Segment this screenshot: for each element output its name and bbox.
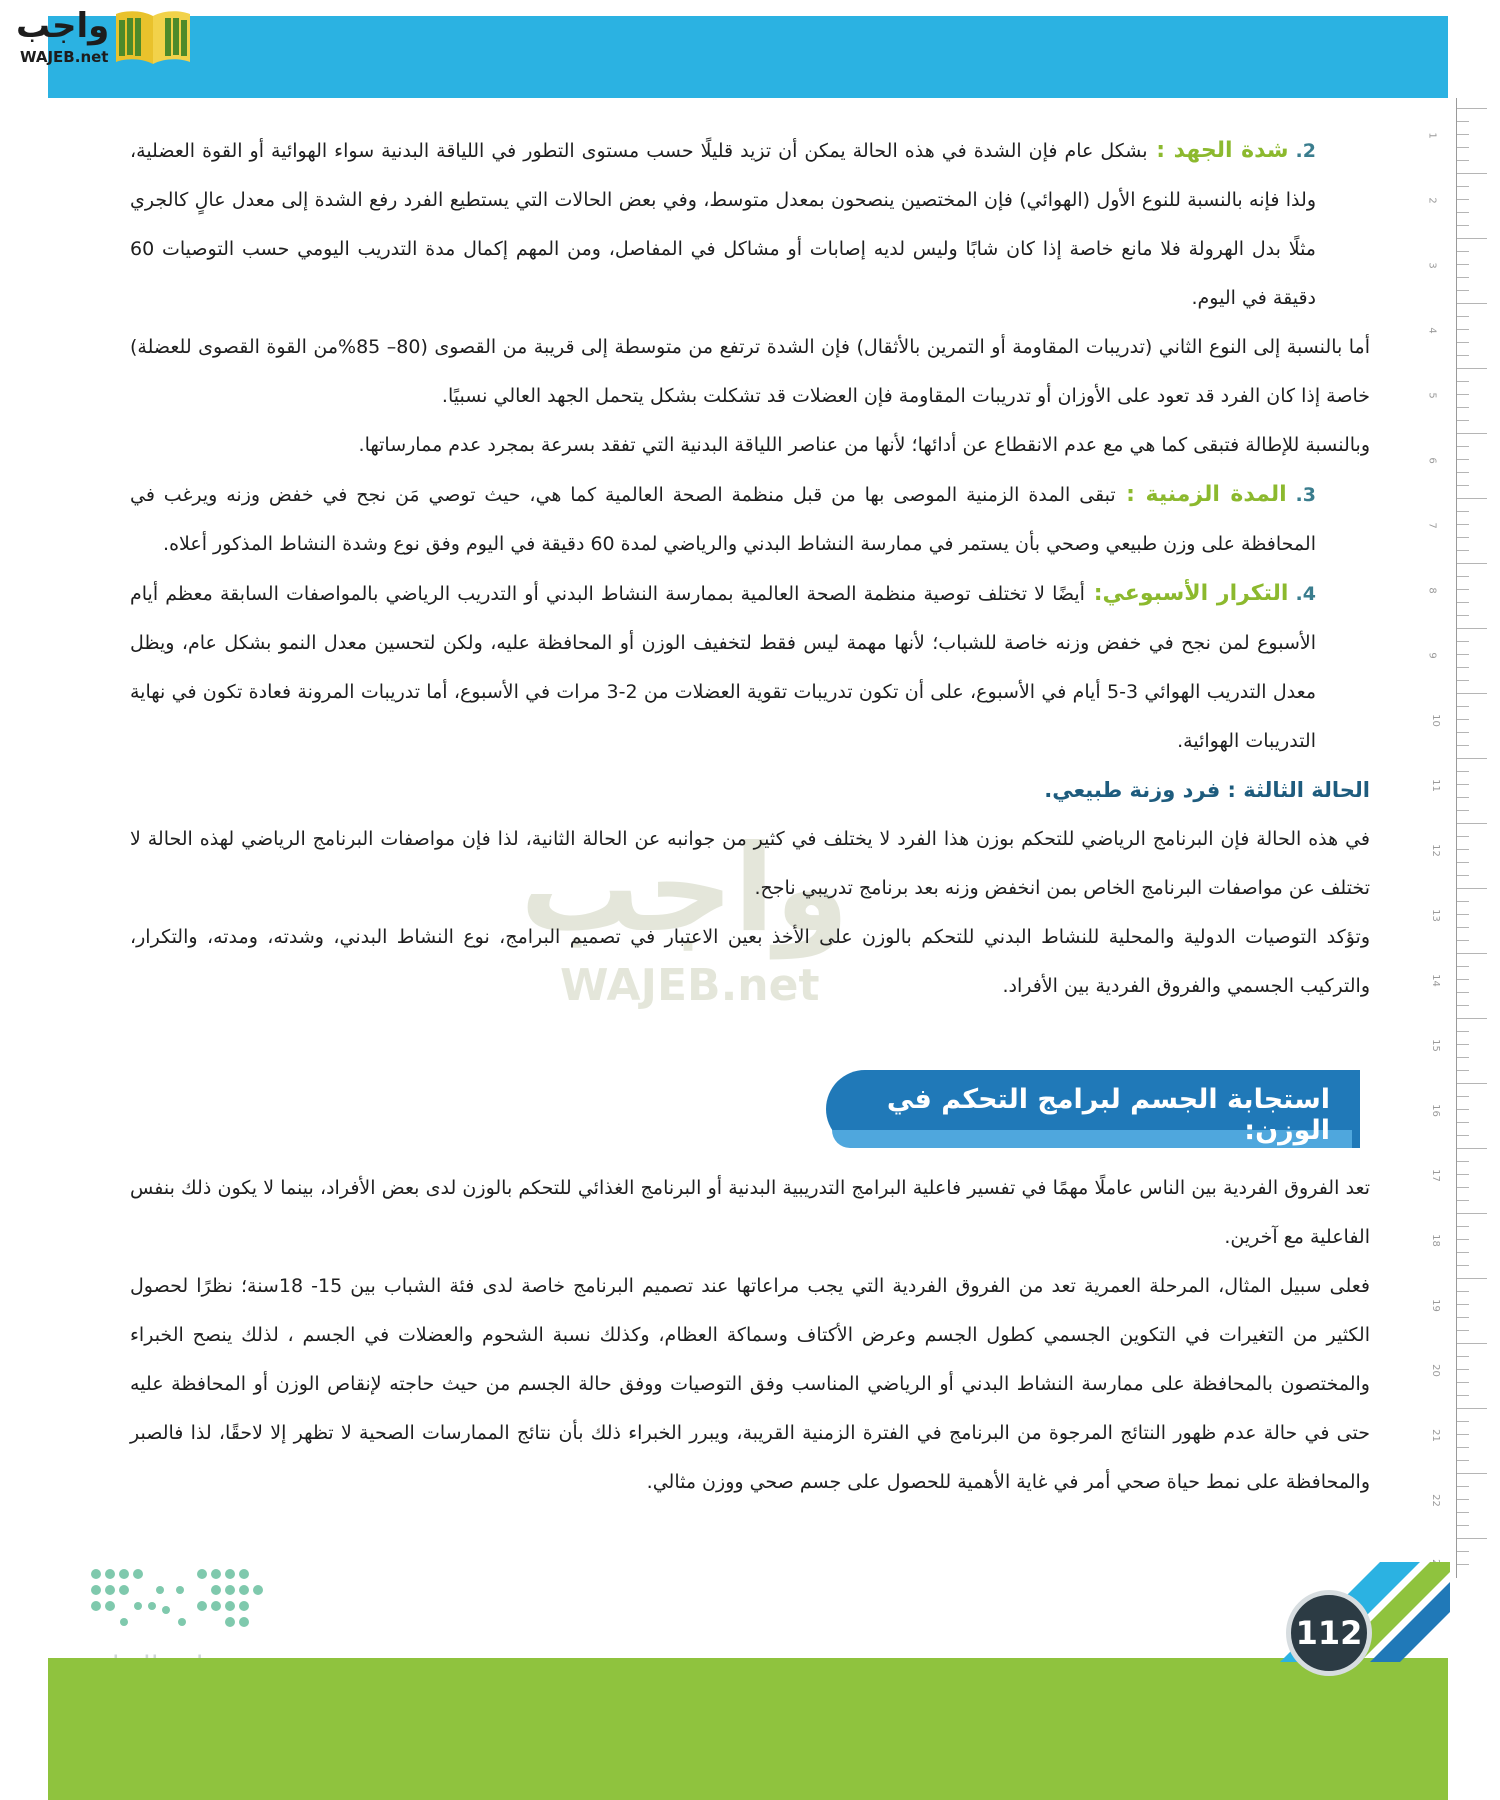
ruler-tick bbox=[1457, 1200, 1469, 1201]
ruler-tick bbox=[1457, 1317, 1469, 1318]
ruler-tick bbox=[1457, 407, 1469, 408]
ruler-number: 4 bbox=[1426, 327, 1438, 334]
item-heading: التكرار الأسبوعي bbox=[1102, 581, 1289, 606]
ruler-number: 6 bbox=[1426, 457, 1438, 464]
ruler-tick bbox=[1457, 836, 1469, 837]
ruler-number: 15 bbox=[1429, 1039, 1441, 1052]
ruler-tick bbox=[1457, 1213, 1487, 1214]
ruler-number: 7 bbox=[1426, 522, 1438, 529]
ruler-tick bbox=[1457, 1278, 1487, 1279]
item-number: 3. bbox=[1295, 484, 1316, 506]
ruler-tick bbox=[1457, 719, 1469, 720]
ruler-tick bbox=[1457, 810, 1469, 811]
ruler-tick bbox=[1457, 446, 1469, 447]
wajeb-logo bbox=[8, 6, 198, 70]
ruler-tick bbox=[1457, 784, 1469, 785]
ruler-number: 2 bbox=[1426, 197, 1438, 204]
stretching-paragraph: وبالنسبة للإطالة فتبقى كما هي مع عدم الانقطاع عن أدائها؛ لأنها من عناصر اللياقة البدنية التي تفقد بسرعة بمجرد عدم ممارساتها. bbox=[358, 434, 1370, 456]
item-number: 2. bbox=[1295, 140, 1316, 162]
ruler-tick bbox=[1457, 1265, 1469, 1266]
section-paragraph-2: فعلى سبيل المثال، المرحلة العمرية تعد من الفروق الفردية التي يجب مراعاتها عند تصميم البرنامج خاصة لدى فئة الشباب بين 15- 18سنة؛ نظرًا لحصول الكثير من التغيرات في التكوين الجسمي كطول الجسم وعرض الأكتاف وسماكة العظام، وكذلك نسبة الشحوم والعضلات في الجسم ، لذلك ينصح الخبراء والمختصون بالمحافظة على ممارسة النشاط البدني أو الرياضي المناسب وفق التوصيات ووفق حالة الجسم من حيث حاجته لإنقاص الوزن أو المحافظة عليه حتى في حالة عدم ظهور النتائج المرجوة من البرنامج في الفترة الزمنية القريبة، ويبرر الخبراء ذلك بأن نتائج الممارسات الصحية لا تظهر إلا لاحقًا، لذا فالصبر والمحافظة على نمط حياة صحي أمر في غاية الأهمية للحصول على جسم صحي ووزن مثالي. bbox=[130, 1275, 1370, 1493]
ruler-tick bbox=[1457, 680, 1469, 681]
ruler-tick bbox=[1457, 914, 1469, 915]
ruler-tick bbox=[1457, 1538, 1487, 1539]
ruler-tick bbox=[1457, 979, 1469, 980]
item-separator: : bbox=[1147, 138, 1174, 163]
ruler-tick bbox=[1457, 472, 1469, 473]
ruler-tick bbox=[1457, 199, 1469, 200]
ruler-tick bbox=[1457, 797, 1469, 798]
ruler-tick bbox=[1457, 953, 1487, 954]
section-heading-banner bbox=[826, 1070, 1360, 1148]
ruler-tick bbox=[1457, 1109, 1469, 1110]
ruler-tick bbox=[1457, 1395, 1469, 1396]
ruler-number: 22 bbox=[1429, 1494, 1441, 1507]
book-icon bbox=[112, 8, 194, 66]
ruler-tick bbox=[1457, 173, 1487, 174]
ruler-tick bbox=[1457, 1486, 1469, 1487]
ruler-tick bbox=[1457, 1135, 1469, 1136]
ruler-tick bbox=[1457, 1161, 1469, 1162]
ruler-number: 3 bbox=[1426, 262, 1438, 269]
ruler-tick bbox=[1457, 290, 1469, 291]
ruler-tick bbox=[1457, 1005, 1469, 1006]
top-header-band bbox=[48, 16, 1448, 98]
ruler-tick bbox=[1457, 641, 1469, 642]
center-watermark-latin: WAJEB.net bbox=[560, 960, 820, 1011]
ruler-tick bbox=[1457, 459, 1469, 460]
ruler-tick bbox=[1457, 927, 1469, 928]
main-content bbox=[130, 126, 1370, 1011]
ruler-tick bbox=[1457, 1148, 1487, 1149]
ruler-tick bbox=[1457, 1122, 1469, 1123]
wajeb-logo-arabic: واجب bbox=[16, 6, 110, 46]
ruler-number: 17 bbox=[1429, 1169, 1441, 1182]
ruler-tick bbox=[1457, 1226, 1469, 1227]
ruler-tick bbox=[1457, 277, 1469, 278]
ruler-tick bbox=[1457, 732, 1469, 733]
ruler-tick bbox=[1457, 1187, 1469, 1188]
ruler-number: 13 bbox=[1429, 909, 1441, 922]
item-3-paragraph bbox=[130, 470, 1370, 569]
item-separator: : bbox=[1084, 581, 1103, 606]
ruler-tick bbox=[1457, 589, 1469, 590]
ruler-tick bbox=[1457, 1499, 1469, 1500]
bottom-footer-band bbox=[48, 1658, 1448, 1800]
ruler-tick bbox=[1457, 121, 1469, 122]
ruler-tick bbox=[1457, 251, 1469, 252]
ruler-tick bbox=[1457, 108, 1487, 109]
ruler-tick bbox=[1457, 1304, 1469, 1305]
ruler-tick bbox=[1457, 420, 1469, 421]
ruler-number: 14 bbox=[1429, 974, 1441, 987]
ruler-tick bbox=[1457, 1174, 1469, 1175]
ruler-tick bbox=[1457, 1512, 1469, 1513]
ruler-number: 21 bbox=[1429, 1429, 1441, 1442]
ruler-tick bbox=[1457, 1525, 1469, 1526]
ruler-tick bbox=[1457, 511, 1469, 512]
ruler-tick bbox=[1457, 1434, 1469, 1435]
ruler-tick bbox=[1457, 758, 1487, 759]
ruler-tick bbox=[1457, 1070, 1469, 1071]
ruler-tick bbox=[1457, 745, 1469, 746]
ruler-tick bbox=[1457, 329, 1469, 330]
ruler-tick bbox=[1457, 862, 1469, 863]
item-4-paragraph bbox=[130, 569, 1370, 766]
ruler-tick bbox=[1457, 576, 1469, 577]
ruler-tick bbox=[1457, 303, 1487, 304]
item-heading: المدة الزمنية bbox=[1145, 482, 1287, 507]
ruler-tick bbox=[1457, 849, 1469, 850]
ruler-tick bbox=[1457, 966, 1469, 967]
ruler-tick bbox=[1457, 940, 1469, 941]
ruler-tick bbox=[1457, 225, 1469, 226]
ruler-tick bbox=[1457, 901, 1469, 902]
ruler-tick bbox=[1457, 667, 1469, 668]
ruler-tick bbox=[1457, 1018, 1487, 1019]
ministry-logo-icon bbox=[82, 1560, 272, 1650]
ruler-tick bbox=[1457, 342, 1469, 343]
ruler-tick bbox=[1457, 160, 1469, 161]
ruler-tick bbox=[1457, 316, 1469, 317]
ruler-tick bbox=[1457, 615, 1469, 616]
ruler-tick bbox=[1457, 264, 1469, 265]
item-separator: : bbox=[1115, 482, 1146, 507]
item-text: أيضًا لا تختلف توصية منظمة الصحة العالمية بممارسة النشاط البدني أو التدريب الرياضي بالمواصفات السابقة معظم أيام الأسبوع لمن نجح في خفض وزنه خاصة للشباب؛ لأنها مهمة ليس فقط لتخفيف الوزن أو المحافظة عليه، ولكن لتحسين معدل النمو بشكل عام، ويظل معدل التدريب الهوائي 3-5 أيام في الأسبوع، على أن تكون تدريبات تقوية العضلات من 2-3 مرات في الأسبوع، أما تدريبات المرونة فعادة تكون في نهاية التدريبات الهوائية. bbox=[130, 583, 1316, 752]
ruler-number: 20 bbox=[1429, 1364, 1441, 1377]
case-3-paragraph-2: وتؤكد التوصيات الدولية والمحلية للنشاط البدني للتحكم بالوزن على الأخذ بعين الاعتبار في تصميم البرامج، نوع النشاط البدني، وشدته، ومدته، والتكرار، والتركيب الجسمي والفروق الفردية بين الأفراد. bbox=[130, 926, 1370, 997]
center-watermark-arabic: واجب bbox=[520, 820, 850, 959]
item-text: تبقى المدة الزمنية الموصى بها من قبل منظمة الصحة العالمية كما هي، حيث توصي مَن نجح في خفض وزنه ويرغب في المحافظة على وزن طبيعي وصحي بأن يستمر في ممارسة النشاط البدني والرياضي لمدة 60 دقيقة في اليوم وفق نوع وشدة النشاط المذكور أعلاه. bbox=[130, 484, 1316, 555]
ruler-number: 16 bbox=[1429, 1104, 1441, 1117]
ruler-tick bbox=[1457, 1382, 1469, 1383]
item-number: 4. bbox=[1295, 583, 1316, 605]
ruler-tick bbox=[1457, 1291, 1469, 1292]
ruler-tick bbox=[1457, 875, 1469, 876]
ruler-tick bbox=[1457, 212, 1469, 213]
side-ruler bbox=[1426, 98, 1492, 1578]
anaerobic-paragraph: أما بالنسبة إلى النوع الثاني (تدريبات المقاومة أو التمرين بالأثقال) فإن الشدة ترتفع من متوسطة إلى قريبة من القصوى (80– 85%من القوة القصوى للعضلة) خاصة إذا كان الفرد قد تعود على الأوزان أو تدريبات المقاومة فإن العضلات قد تشكلت بشكل يتحمل الجهد العالي نسبيًا. bbox=[130, 336, 1370, 407]
ruler-tick bbox=[1457, 498, 1487, 499]
ruler-tick bbox=[1457, 368, 1487, 369]
ruler-tick bbox=[1457, 1044, 1469, 1045]
ruler-tick bbox=[1457, 1083, 1487, 1084]
section-title: استجابة الجسم لبرامج التحكم في الوزن: bbox=[886, 1084, 1330, 1146]
ruler-tick bbox=[1457, 1551, 1469, 1552]
ruler-number: 19 bbox=[1429, 1299, 1441, 1312]
ruler-tick bbox=[1457, 355, 1469, 356]
ruler-tick bbox=[1457, 1343, 1487, 1344]
ruler-tick bbox=[1457, 485, 1469, 486]
ruler-number: 10 bbox=[1429, 714, 1441, 727]
section-paragraph-1: تعد الفروق الفردية بين الناس عاملًا مهمًا في تفسير فاعلية البرامج التدريبية البدنية أو البرنامج الغذائي للتحكم بالوزن لدى بعض الأفراد، بينما لا يكون ذلك بنفس الفاعلية مع آخرين. bbox=[130, 1177, 1370, 1248]
section-content bbox=[130, 1164, 1370, 1507]
ruler-tick bbox=[1457, 1473, 1487, 1474]
ruler-tick bbox=[1457, 693, 1487, 694]
ruler-tick bbox=[1457, 1096, 1469, 1097]
ruler-tick bbox=[1457, 823, 1487, 824]
case-3-paragraph-1: في هذه الحالة فإن البرنامج الرياضي للتحكم بوزن هذا الفرد لا يختلف في كثير من جوانبه عن الحالة الثانية، لذا فإن مواصفات البرنامج الرياضي لهذه الحالة لا تختلف عن مواصفات البرنامج الخاص بمن انخفض وزنه بعد برنامج تدريبي ناجح. bbox=[130, 828, 1370, 899]
ruler-tick bbox=[1457, 1057, 1469, 1058]
ruler-tick bbox=[1457, 888, 1487, 889]
ruler-tick bbox=[1457, 524, 1469, 525]
ruler-tick bbox=[1457, 1330, 1469, 1331]
item-heading: شدة الجهد bbox=[1173, 138, 1289, 163]
ruler-tick bbox=[1457, 1408, 1487, 1409]
ruler-tick bbox=[1457, 992, 1469, 993]
ruler-tick bbox=[1457, 628, 1487, 629]
item-text: بشكل عام فإن الشدة في هذه الحالة يمكن أن تزيد قليلًا حسب مستوى التطور في اللياقة البدنية سواء الهوائية أو القوة العضلية، ولذا فإنه بالنسبة للنوع الأول (الهوائي) فإن المختصين ينصحون بمعدل متوسط، وفي بعض الحالات التي يستطيع الفرد رفع الشدة إلى معدل عالٍ كالجري مثلًا بدل الهرولة فلا مانع خاصة إذا كان شابًا وليس لديه إصابات أو مشاكل في المفاصل، ومن المهم إكمال مدة التدريب اليومي حسب التوصيات 60 دقيقة في اليوم. bbox=[130, 140, 1316, 309]
ruler-tick bbox=[1457, 602, 1469, 603]
ruler-tick bbox=[1457, 1031, 1469, 1032]
page-number-badge: 112 bbox=[1286, 1590, 1372, 1676]
ruler-tick bbox=[1457, 771, 1469, 772]
ruler-tick bbox=[1457, 563, 1487, 564]
ruler-tick bbox=[1457, 1447, 1469, 1448]
ruler-tick bbox=[1457, 433, 1487, 434]
ruler-tick bbox=[1457, 654, 1469, 655]
ruler-tick bbox=[1457, 1239, 1469, 1240]
wajeb-logo-latin: WAJEB.net bbox=[20, 48, 109, 66]
ruler-tick bbox=[1457, 1369, 1469, 1370]
ruler-tick bbox=[1457, 1252, 1469, 1253]
ruler-number: 12 bbox=[1429, 844, 1441, 857]
ruler-tick bbox=[1457, 1421, 1469, 1422]
ruler-number: 1 bbox=[1426, 132, 1438, 139]
ruler-tick bbox=[1457, 238, 1487, 239]
ruler-tick bbox=[1457, 550, 1469, 551]
ruler-number: 18 bbox=[1429, 1234, 1441, 1247]
ruler-number: 11 bbox=[1429, 779, 1441, 792]
ruler-tick bbox=[1457, 147, 1469, 148]
item-2-paragraph bbox=[130, 126, 1370, 323]
ruler-tick bbox=[1457, 134, 1469, 135]
ruler-tick bbox=[1457, 1356, 1469, 1357]
ruler-tick bbox=[1457, 1460, 1469, 1461]
ruler-number: 8 bbox=[1426, 587, 1438, 594]
ruler-tick bbox=[1457, 1564, 1469, 1565]
case-3-title: الحالة الثالثة : فرد وزنة طبيعي. bbox=[1044, 778, 1370, 802]
ruler-number: 5 bbox=[1426, 392, 1438, 399]
ruler-tick bbox=[1457, 394, 1469, 395]
ruler-tick bbox=[1457, 381, 1469, 382]
ruler-tick bbox=[1457, 186, 1469, 187]
ruler-tick bbox=[1457, 706, 1469, 707]
ruler-tick bbox=[1457, 537, 1469, 538]
ruler-number: 9 bbox=[1426, 652, 1438, 659]
